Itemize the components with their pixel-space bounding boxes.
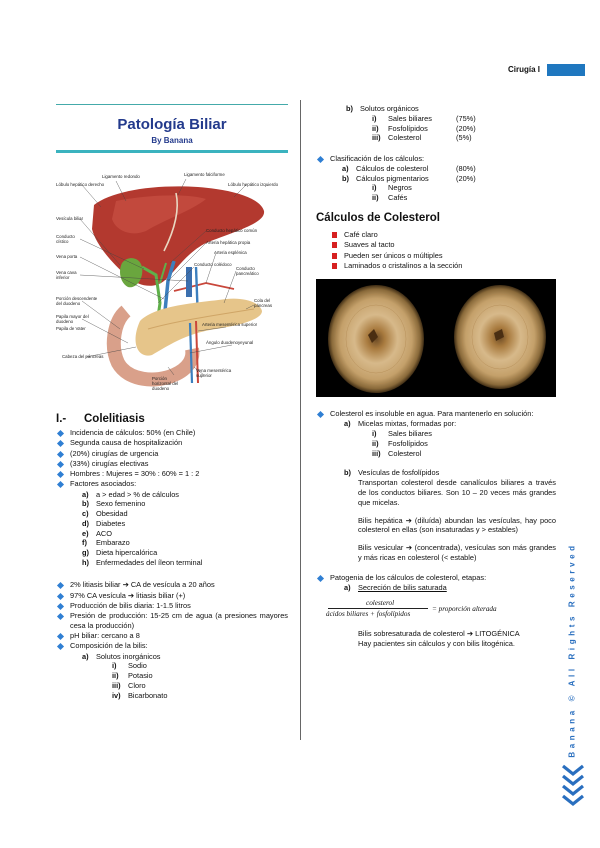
label-ligamento-redondo: Ligamento redondo	[102, 174, 140, 180]
factor-row	[82, 529, 288, 539]
factor-row	[82, 490, 288, 500]
bilis-vesicular-text: Bilis vesicular ➔ (concentrada), vesículas son más grandes y más ricas en colesterol (< estable)	[358, 543, 556, 562]
composition-a-text: Solutos inorgánicos	[96, 651, 161, 661]
factor-row	[82, 509, 288, 519]
bilis-list	[56, 580, 288, 651]
colesterol-heading: Cálculos de Colesterol	[316, 211, 440, 224]
factor-marker: d)	[82, 518, 89, 528]
list-item: Factores asociados:	[56, 479, 288, 489]
inorganic-text: Sodio	[128, 661, 147, 671]
organic-item-percent: (75%)	[456, 113, 476, 123]
list-item: (33%) cirugías electivas	[56, 459, 288, 469]
list-item: Segunda causa de hospitalización	[56, 438, 288, 448]
label-conducto-cistico: Conducto cístico	[56, 234, 75, 245]
pigment-row	[372, 193, 556, 203]
label-cabeza-pancreas: Cabeza del páncreas	[62, 354, 104, 360]
classification-marker: a)	[342, 163, 349, 173]
label-papila-mayor: Papila mayor del duodeno	[56, 314, 89, 325]
label-ligamento-falciforme: Ligamento falciforme	[184, 172, 225, 178]
organic-item-marker: iii)	[372, 133, 381, 143]
copyright-text: Banana © All Rights Reserved	[567, 542, 577, 758]
label-vena-mesenterica: Vena mesentérica superior	[196, 368, 232, 379]
micelas-marker: a)	[344, 419, 351, 429]
inorganic-marker: iii)	[112, 680, 121, 690]
factor-marker: b)	[82, 499, 89, 509]
label-porcion-horizontal: Porción horizontal del duodeno	[152, 376, 179, 392]
classification-row	[342, 164, 556, 174]
organic-item-marker: ii)	[372, 123, 379, 133]
organic-item-text: Fosfolípidos	[388, 123, 428, 133]
classification-items	[342, 164, 556, 184]
classification-text: Cálculos pigmentarios	[356, 173, 429, 183]
label-vena-porta: Vena porta	[56, 254, 78, 260]
micelas-item-marker: iii)	[372, 448, 381, 458]
label-vesicula: Vesícula biliar	[56, 216, 84, 222]
inorganic-marker: ii)	[112, 671, 119, 681]
patogenia-a-marker: a)	[344, 583, 351, 593]
composition-a-marker: a)	[82, 651, 89, 661]
factor-row	[82, 538, 288, 548]
label-arteria-hepatica-propia: Arteria hepática propia	[206, 240, 251, 246]
inorganic-row	[112, 681, 288, 691]
spacer	[316, 563, 556, 573]
list-item: (20%) cirugías de urgencia	[56, 449, 288, 459]
pigment-text: Negros	[388, 183, 412, 193]
organic-row	[346, 104, 556, 114]
factor-row	[82, 548, 288, 558]
organic-item-percent: (5%)	[456, 133, 472, 143]
right-column	[316, 104, 556, 649]
section-number: I.-	[56, 413, 67, 426]
factor-text: Sexo femenino	[96, 499, 146, 509]
factor-text: ACO	[96, 528, 113, 538]
micelas-list	[372, 429, 556, 458]
copyright-side-text	[566, 530, 580, 770]
vesiculas-marker: b)	[344, 468, 351, 478]
inorganic-marker: i)	[112, 661, 117, 671]
formula-fraction-line	[328, 608, 428, 609]
left-column	[56, 104, 288, 700]
composition-a-row	[82, 652, 288, 662]
page-title: Patología Biliar	[117, 116, 227, 133]
insoluble-list	[316, 409, 556, 419]
litogenica-line-2: Hay pacientes sin cálculos y con bilis litogénica.	[358, 638, 515, 648]
classification-row	[342, 174, 556, 184]
section-title: Colelitiasis	[84, 413, 145, 426]
factor-text: a > edad > % de cálculos	[96, 489, 179, 499]
list-item: Pueden ser únicos o múltiples	[330, 251, 556, 261]
spacer	[316, 508, 556, 516]
organic-item	[372, 133, 556, 143]
patogenia-a-row	[344, 583, 556, 593]
list-item: Composición de la bilis:	[56, 641, 288, 651]
list-item: 2% litiasis biliar ➔ CA de vesícula a 20 años	[56, 580, 288, 590]
list-item: Laminados o cristalinos a la sección	[330, 261, 556, 271]
list-item: 97% CA vesícula ➔ litiasis biliar (+)	[56, 591, 288, 601]
label-conducto-hepatico-comun: Conducto hepático común	[206, 228, 258, 234]
litogenica-line-1: Bilis sobresaturada de colesterol ➔ LITOGÉNICA	[358, 629, 520, 639]
patogenia-a-text: Secreción de bilis saturada	[358, 583, 447, 593]
list-item: pH biliar: cercano a 8	[56, 631, 288, 641]
organic-item-percent: (20%)	[456, 123, 476, 133]
organic-label: Solutos orgánicos	[360, 104, 419, 113]
pigment-marker: i)	[372, 183, 377, 193]
label-lobulo-izquierdo: Lóbulo hepático izquierdo	[228, 182, 279, 188]
micelas-item-text: Sales biliares	[388, 429, 432, 439]
label-papila-vater: Papila de Vater	[56, 326, 86, 332]
factor-text: Obesidad	[96, 509, 128, 519]
vesiculas-label: Vesículas de fosfolípidos	[358, 468, 440, 478]
label-lobulo-derecho: Lóbulo hepático derecho	[56, 182, 105, 188]
factor-marker: e)	[82, 528, 89, 538]
spacer	[316, 535, 556, 543]
spacer	[316, 458, 556, 468]
micelas-item-marker: ii)	[372, 438, 379, 448]
classification-title: Clasificación de los cálculos:	[316, 154, 556, 164]
micelas-item-text: Fosfolípidos	[388, 438, 428, 448]
classification-percent: (20%)	[456, 173, 476, 183]
classification-list	[316, 154, 556, 164]
factor-text: Embarazo	[96, 538, 130, 548]
formula-denominator: ácidos biliares + fosfolípidos	[326, 610, 411, 619]
patogenia-text: Patogenia de los cálculos de colesterol, etapas:	[316, 573, 556, 583]
bilis-hepatica-text: Bilis hepática ➔ (diluída) abundan las vesículas, hay poco colesterol en ellas (son insaturadas y > estables)	[358, 515, 556, 535]
pigment-row	[372, 183, 556, 193]
factor-marker: g)	[82, 548, 89, 558]
chevron-down-icon	[560, 762, 586, 808]
spacer	[56, 568, 288, 580]
factor-row	[82, 558, 288, 568]
inorganic-text: Potasio	[128, 671, 153, 681]
label-angulo-duodenoyeyunal: Ángulo duodenoyeyunal	[206, 340, 254, 346]
factor-marker: c)	[82, 509, 89, 519]
factor-marker: h)	[82, 557, 89, 567]
section-heading	[56, 412, 288, 427]
vesiculas-text: Transportan colesterol desde canalículos biliares a través de los conductos biliares. Son 10 – 20 veces más grandes que micelas.	[358, 478, 556, 507]
inorganic-marker: iv)	[112, 690, 121, 700]
micelas-label: Micelas mixtas, formadas por:	[358, 419, 457, 429]
pigment-text: Cafés	[388, 193, 408, 203]
patogenia-list	[316, 573, 556, 583]
pigment-list	[372, 183, 556, 203]
label-coledoco: Conducto colédoco	[194, 262, 232, 268]
label-vena-cava: Vena cava inferior	[56, 270, 77, 281]
micelas-row	[344, 419, 556, 429]
organic-item	[372, 114, 556, 124]
page-header	[508, 64, 585, 76]
header-bar	[547, 64, 585, 76]
organic-marker: b)	[346, 104, 353, 113]
gallstone-photo	[316, 279, 556, 397]
factor-text: Enfermedades del íleon terminal	[96, 557, 203, 567]
label-arteria-esplenica: Arteria esplénica	[214, 250, 247, 256]
organic-item-text: Sales biliares	[388, 113, 432, 123]
insoluble-text: Colesterol es insoluble en agua. Para mantenerlo en solución:	[316, 409, 556, 419]
inorganic-text: Bicarbonato	[128, 690, 168, 700]
vesiculas-row	[344, 468, 556, 478]
organic-list	[372, 114, 556, 143]
title-block	[56, 104, 288, 161]
factors-list	[70, 490, 288, 568]
pigment-marker: ii)	[372, 193, 379, 203]
micelas-item	[372, 449, 556, 459]
list-item: Producción de bilis diaria: 1-1.5 litros	[56, 601, 288, 611]
liver-anatomy-illustration	[56, 171, 288, 406]
inorganic-row	[112, 691, 288, 701]
factor-row	[82, 499, 288, 509]
factor-text: Dieta hipercalórica	[96, 548, 158, 558]
spacer	[316, 397, 556, 409]
label-conducto-pancreatico: Conducto pancreático	[236, 266, 259, 277]
colesterol-list	[330, 230, 556, 271]
spacer	[316, 143, 556, 153]
title-rule	[56, 150, 288, 153]
label-cola-pancreas: Cola del páncreas	[254, 298, 273, 309]
inorganic-text: Cloro	[128, 680, 146, 690]
factor-row	[82, 519, 288, 529]
inorganic-list	[112, 661, 288, 700]
micelas-item-text: Colesterol	[388, 448, 422, 458]
inorganic-row	[112, 671, 288, 681]
formula	[322, 599, 556, 623]
list-item: Presión de producción: 15-25 cm de agua (a presiones mayores cesa la producción)	[56, 611, 288, 631]
classification-percent: (80%)	[456, 163, 476, 173]
factor-marker: f)	[82, 538, 87, 548]
formula-result: = proporción alterada	[432, 605, 497, 614]
label-porcion-descendente: Porción descendente del duodeno	[56, 296, 98, 307]
micelas-item	[372, 429, 556, 439]
course-label: Cirugía I	[507, 64, 540, 74]
list-item: Incidencia de cálculos: 50% (en Chile)	[56, 428, 288, 438]
micelas-item	[372, 439, 556, 449]
column-divider	[300, 100, 301, 740]
list-item: Suaves al tacto	[330, 240, 556, 250]
liver-anatomy-figure	[56, 171, 288, 406]
factor-marker: a)	[82, 489, 89, 499]
organic-item-marker: i)	[372, 113, 377, 123]
list-item: Café claro	[330, 230, 556, 240]
organic-item-text: Colesterol	[388, 133, 422, 143]
classification-marker: b)	[342, 173, 349, 183]
organic-item	[372, 124, 556, 134]
micelas-item-marker: i)	[372, 429, 377, 439]
list-item: Hombres : Mujeres = 30% : 60% = 1 : 2	[56, 469, 288, 479]
inorganic-row	[112, 661, 288, 671]
gallstone-cross-sections	[316, 279, 556, 397]
page-author: By Banana	[151, 135, 193, 145]
factor-text: Diabetes	[96, 518, 126, 528]
label-arteria-mesenterica: Arteria mesentérica superior	[202, 322, 258, 328]
formula-numerator: colesterol	[366, 599, 395, 608]
colelitiasis-list	[56, 428, 288, 489]
classification-text: Cálculos de colesterol	[356, 163, 429, 173]
